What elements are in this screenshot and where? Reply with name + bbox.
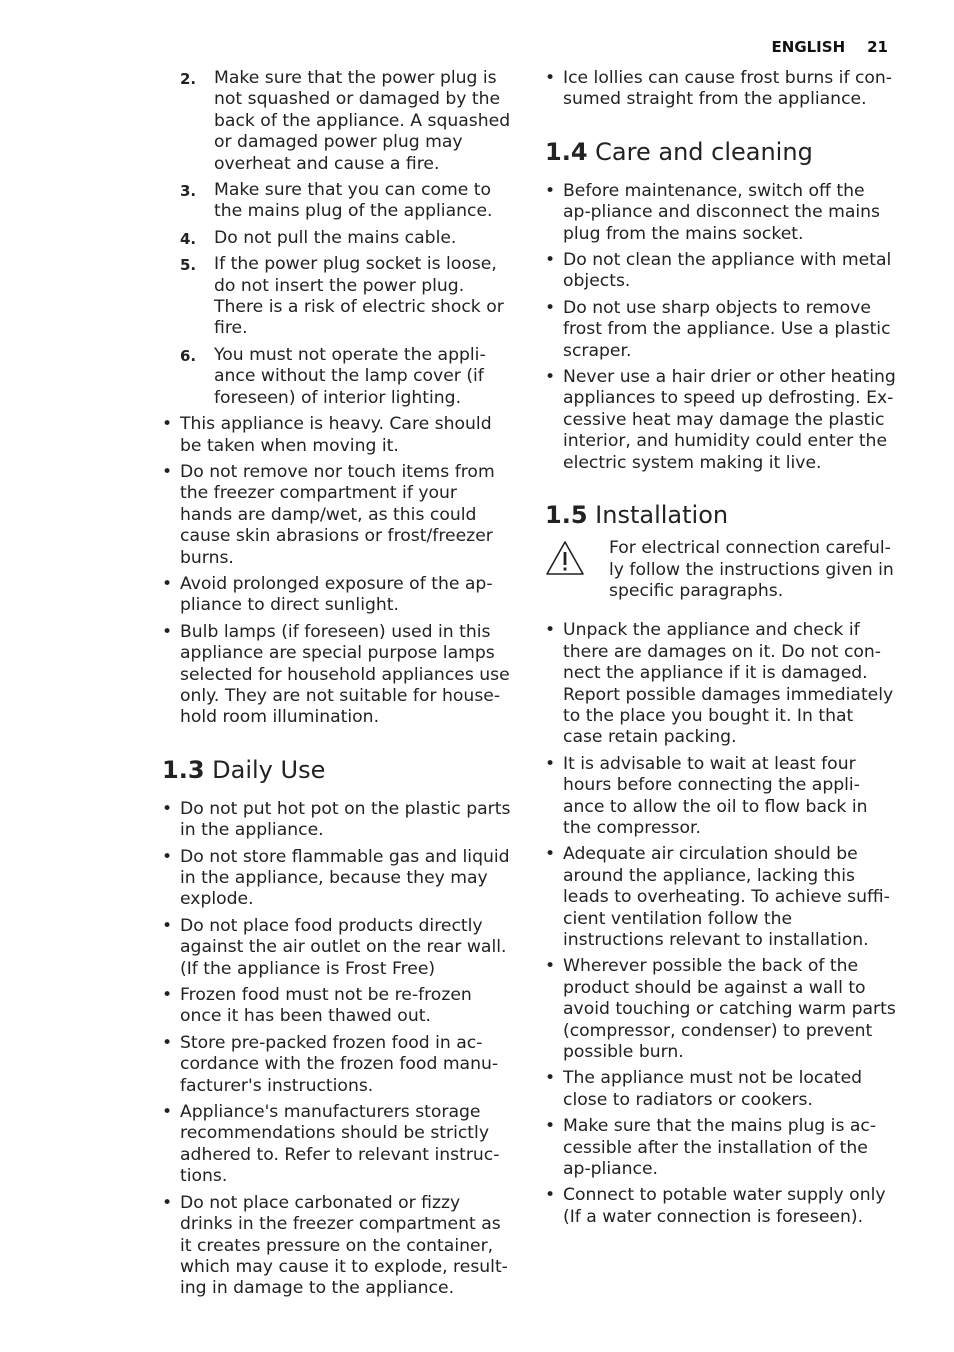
bullet-text: It is advisable to wait at least four hours before connecting the appli-ance to allow the oil to flow back in the compressor. (563, 753, 868, 838)
section-title-text: Daily Use (212, 755, 326, 784)
section-title-care-cleaning (545, 137, 897, 167)
item-number: 3. (180, 182, 197, 201)
numbered-item (180, 254, 512, 340)
numbered-item (180, 180, 512, 223)
bullet-text: Do not place carbonated or fizzy drinks in the freezer compartment as it creates pressure on the container, which may cause it to explode, result-ing in damage to the appliance. (180, 1192, 508, 1299)
bullet-text: Ice lollies can cause frost burns if con-sumed straight from the appliance. (563, 68, 893, 110)
item-number: 4. (180, 229, 197, 248)
warning-text: For electrical connection careful-ly follow the instructions given in specific paragraphs. (609, 538, 894, 601)
item-text: Do not pull the mains cable. (214, 227, 457, 248)
list-item: • Before maintenance, switch off the ap-pliance and disconnect the mains plug from the mains socket. (545, 180, 881, 244)
item-text: Make sure that the power plug is not squashed or damaged by the back of the appliance. A squashed or damaged power plug may overheat and cause a fire. (214, 68, 511, 174)
list-item: • Appliance's manufacturers storage recommendations should be strictly adhered to. Refer to relevant instruc-tions. (162, 1102, 500, 1187)
bullet-text: Bulb lamps (if foreseen) used in this appliance are special purpose lamps selected for household appliances use only. They are not suitable for house-hold room illumination. (180, 621, 510, 728)
list-item: • Frozen food must not be re-frozen once it has been thawed out. (162, 985, 472, 1027)
bullet-text: Do not clean the appliance with metal objects. (563, 250, 892, 292)
item-text: If the power plug socket is loose, do not insert the power plug. There is a risk of electric shock or fire. (214, 254, 504, 339)
list-item: • Do not clean the appliance with metal objects. (545, 250, 892, 292)
numbered-item (180, 227, 512, 249)
item-number: 2. (180, 70, 197, 88)
page-number: 21 (867, 38, 888, 56)
bullet-text: Do not put hot pot on the plastic parts in the appliance. (180, 798, 511, 841)
list-item: • Store pre-packed frozen food in ac-cordance with the frozen food manu-facturer's instructions. (162, 1032, 499, 1096)
item-text: You must not operate the appli-ance without the lamp cover (if foreseen) of interior lighting. (214, 344, 486, 408)
bullet-text: Before maintenance, switch off the ap-pliance and disconnect the mains plug from the mains socket. (563, 180, 881, 244)
numbered-list (162, 68, 512, 409)
bullet-text: Wherever possible the back of the product should be against a wall to avoid touching or catching warm parts (compressor, condenser) to prevent possible burn. (563, 956, 896, 1063)
item-number: 6. (180, 346, 197, 365)
list-item: • Never use a hair drier or other heating appliances to speed up defrosting. Ex-cessive heat may damage the plastic interior, and humidity could enter the electric system making it live. (545, 367, 896, 473)
bullet-text: Appliance's manufacturers storage recommendations should be strictly adhered to. Refer to relevant instruc-tions. (180, 1102, 500, 1187)
numbered-item (180, 344, 512, 409)
bullet-text: Never use a hair drier or other heating appliances to speed up defrosting. Ex-cessive heat may damage the plastic interior, and humidity could enter the electric system making it live. (563, 367, 896, 473)
list-item: • The appliance must not be located close to radiators or cookers. (545, 1068, 863, 1110)
list-item: • Do not use sharp objects to remove frost from the appliance. Use a plastic scraper. (545, 297, 891, 361)
bullet-text: Do not remove nor touch items from the freezer compartment if your hands are damp/wet, as this could cause skin abrasions or frost/freezer burns. (180, 461, 495, 568)
section-title-daily-use (162, 755, 512, 785)
bullet-text: Connect to potable water supply only (If a water connection is foreseen). (563, 1185, 886, 1227)
bullet-text: Do not store flammable gas and liquid in the appliance, because they may explode. (180, 846, 510, 910)
section-number: 1.5 (545, 501, 588, 530)
list-item: • Do not put hot pot on the plastic parts in the appliance. (162, 798, 511, 841)
bullet-text: Do not place food products directly against the air outlet on the rear wall. (If the appliance is Frost Free) (180, 915, 507, 979)
warning-note (545, 538, 897, 602)
list-item: • Do not store flammable gas and liquid in the appliance, because they may explode. (162, 846, 510, 910)
left-column (162, 68, 512, 1305)
item-text: Make sure that you can come to the mains plug of the appliance. (214, 180, 493, 222)
numbered-item (180, 68, 512, 175)
section-number: 1.3 (162, 755, 205, 784)
list-item: • Adequate air circulation should be around the appliance, lacking this leads to overheating. To achieve suffi-cient ventilation follow the instructions relevant to installation. (545, 844, 890, 950)
top-bullet-list (545, 68, 897, 111)
installation-list (545, 620, 897, 1228)
bullet-text: Frozen food must not be re-frozen once it has been thawed out. (180, 985, 472, 1027)
right-column (545, 68, 897, 1233)
bullet-text: This appliance is heavy. Care should be taken when moving it. (180, 414, 492, 456)
list-item: • Do not remove nor touch items from the freezer compartment if your hands are damp/wet, as this could cause skin abrasions or frost/freezer burns. (162, 461, 495, 568)
warning-icon (545, 540, 585, 582)
bullet-text: Make sure that the mains plug is ac-cessible after the installation of the ap-pliance. (563, 1116, 877, 1180)
language-label: ENGLISH (771, 38, 846, 56)
list-item: • Do not place carbonated or fizzy drinks in the freezer compartment as it creates pressure on the container, which may cause it to explode, result-ing in damage to the appliance. (162, 1192, 508, 1299)
list-item: • Connect to potable water supply only (If a water connection is foreseen). (545, 1185, 886, 1227)
section-number: 1.4 (545, 137, 588, 166)
bullet-text: Do not use sharp objects to remove frost from the appliance. Use a plastic scraper. (563, 297, 891, 361)
list-item: • It is advisable to wait at least four hours before connecting the appli-ance to allow the oil to flow back in the compressor. (545, 753, 868, 838)
list-item: • Make sure that the mains plug is ac-cessible after the installation of the ap-pliance. (545, 1116, 877, 1180)
list-item: • This appliance is heavy. Care should be taken when moving it. (162, 414, 492, 456)
section-title-installation (545, 500, 897, 530)
section-title-text: Care and cleaning (595, 137, 813, 166)
bullet-text: Unpack the appliance and check if there are damages on it. Do not con-nect the appliance if it is damaged. Report possible damages immediately to the place you bought it. In that case retain packing. (563, 620, 894, 748)
page-header (772, 38, 888, 56)
list-item: • Unpack the appliance and check if there are damages on it. Do not con-nect the appliance if it is damaged. Report possible damages immediately to the place you bought it. In that case retain packing. (545, 620, 894, 748)
item-number: 5. (180, 256, 197, 275)
list-item: • Wherever possible the back of the product should be against a wall to avoid touching or catching warm parts (compressor, condenser) to prevent possible burn. (545, 956, 896, 1063)
daily-use-list (162, 799, 512, 1300)
bullet-text: Avoid prolonged exposure of the ap-pliance to direct sunlight. (180, 573, 493, 616)
bullet-text: Store pre-packed frozen food in ac-cordance with the frozen food manu-facturer's instructions. (180, 1032, 499, 1096)
list-item: • Do not place food products directly against the air outlet on the rear wall. (If the appliance is Frost Free) (162, 915, 507, 979)
bullet-text: Adequate air circulation should be around the appliance, lacking this leads to overheating. To achieve suffi-cient ventilation follow the instructions relevant to installation. (563, 844, 890, 950)
bullet-text: The appliance must not be located close to radiators or cookers. (563, 1068, 863, 1110)
safety-bullet-list (162, 414, 512, 729)
section-title-text: Installation (595, 501, 729, 530)
care-cleaning-list (545, 181, 897, 474)
list-item: • Avoid prolonged exposure of the ap-pliance to direct sunlight. (162, 573, 493, 616)
list-item: • Bulb lamps (if foreseen) used in this appliance are special purpose lamps selected for household appliances use only. They are not suitable for house-hold room illumination. (162, 621, 510, 728)
list-item: • Ice lollies can cause frost burns if con-sumed straight from the appliance. (545, 68, 893, 110)
